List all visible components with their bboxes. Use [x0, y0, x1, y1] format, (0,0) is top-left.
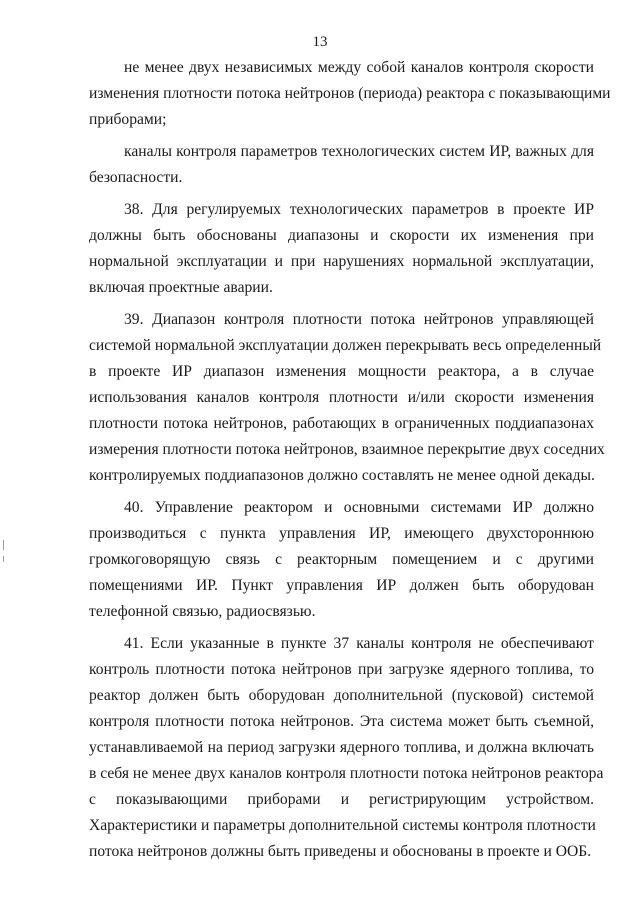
text-line: включая проектные аварии. [89, 279, 273, 296]
text-line: с показывающими приборами и регистрирующим устройством. [89, 791, 594, 808]
text-line: системой нормальной эксплуатации должен перекрывать весь определенный [89, 337, 602, 354]
text-line: в проекте ИР диапазон изменения мощности реактора, а в случае [89, 363, 594, 380]
text-line: реактор должен быть оборудован дополнительной (пусковой) системой [89, 687, 594, 704]
text-line: 40. Управление реактором и основными системами ИР должно [124, 499, 594, 516]
text-line: громкоговорящую связь с реакторным помещением и с другими [89, 551, 594, 568]
text-line: измерения плотности потока нейтронов, взаимное перекрытие двух соседних [89, 441, 605, 458]
scan-artifact [3, 556, 4, 562]
text-line: безопасности. [89, 169, 183, 186]
paragraph-38 [89, 197, 594, 301]
text-line: 41. Если указанные в пункте 37 каналы контроля не обеспечивают [124, 635, 594, 652]
text-line: плотности потока нейтронов, работающих в ограниченных поддиапазонах [89, 415, 594, 432]
text-line: 39. Диапазон контроля плотности потока нейтронов управляющей [124, 311, 594, 328]
text-line: контроля плотности потока нейтронов. Эта система может быть съемной, [89, 713, 594, 730]
text-line: потока нейтронов должны быть приведены и обоснованы в проекте и ООБ. [89, 843, 592, 860]
text-line: изменения плотности потока нейтронов (периода) реактора с показывающими [89, 85, 611, 102]
text-line: контроль плотности потока нейтронов при загрузке ядерного топлива, то [89, 661, 594, 678]
text-line: контролируемых поддиапазонов должно составлять не менее одной декады. [89, 467, 595, 484]
paragraph-1 [89, 55, 611, 133]
paragraph-39 [89, 307, 605, 489]
scan-artifact [3, 540, 4, 550]
text-line: каналы контроля параметров технологических систем ИР, важных для [124, 143, 594, 160]
text-line: устанавливаемой на период загрузки ядерного топлива, и должна включать [89, 739, 594, 756]
page-number: 13 [312, 34, 328, 50]
text-line: использования каналов контроля плотности и/или скорости изменения [89, 389, 594, 406]
text-line: телефонной связью, радиосвязью. [89, 603, 316, 620]
text-line: Характеристики и параметры дополнительной системы контроля плотности [89, 817, 596, 834]
text-line: должны быть обоснованы диапазоны и скорости их изменения при [89, 227, 594, 244]
text-line: в себя не менее двух каналов контроля плотности потока нейтронов реактора [89, 765, 604, 782]
paragraph-40 [89, 495, 594, 625]
paragraph-2 [89, 139, 594, 191]
text-line: приборами; [89, 111, 167, 128]
document-body [89, 55, 611, 871]
paragraph-41 [89, 631, 604, 865]
text-line: помещениями ИР. Пункт управления ИР должен быть оборудован [89, 577, 594, 594]
text-line: 38. Для регулируемых технологических параметров в проекте ИР [124, 201, 594, 218]
text-line: производиться с пункта управления ИР, имеющего двухстороннюю [89, 525, 594, 542]
text-line: нормальной эксплуатации и при нарушениях нормальной эксплуатации, [89, 253, 594, 270]
text-line: не менее двух независимых между собой каналов контроля скорости [124, 59, 594, 76]
